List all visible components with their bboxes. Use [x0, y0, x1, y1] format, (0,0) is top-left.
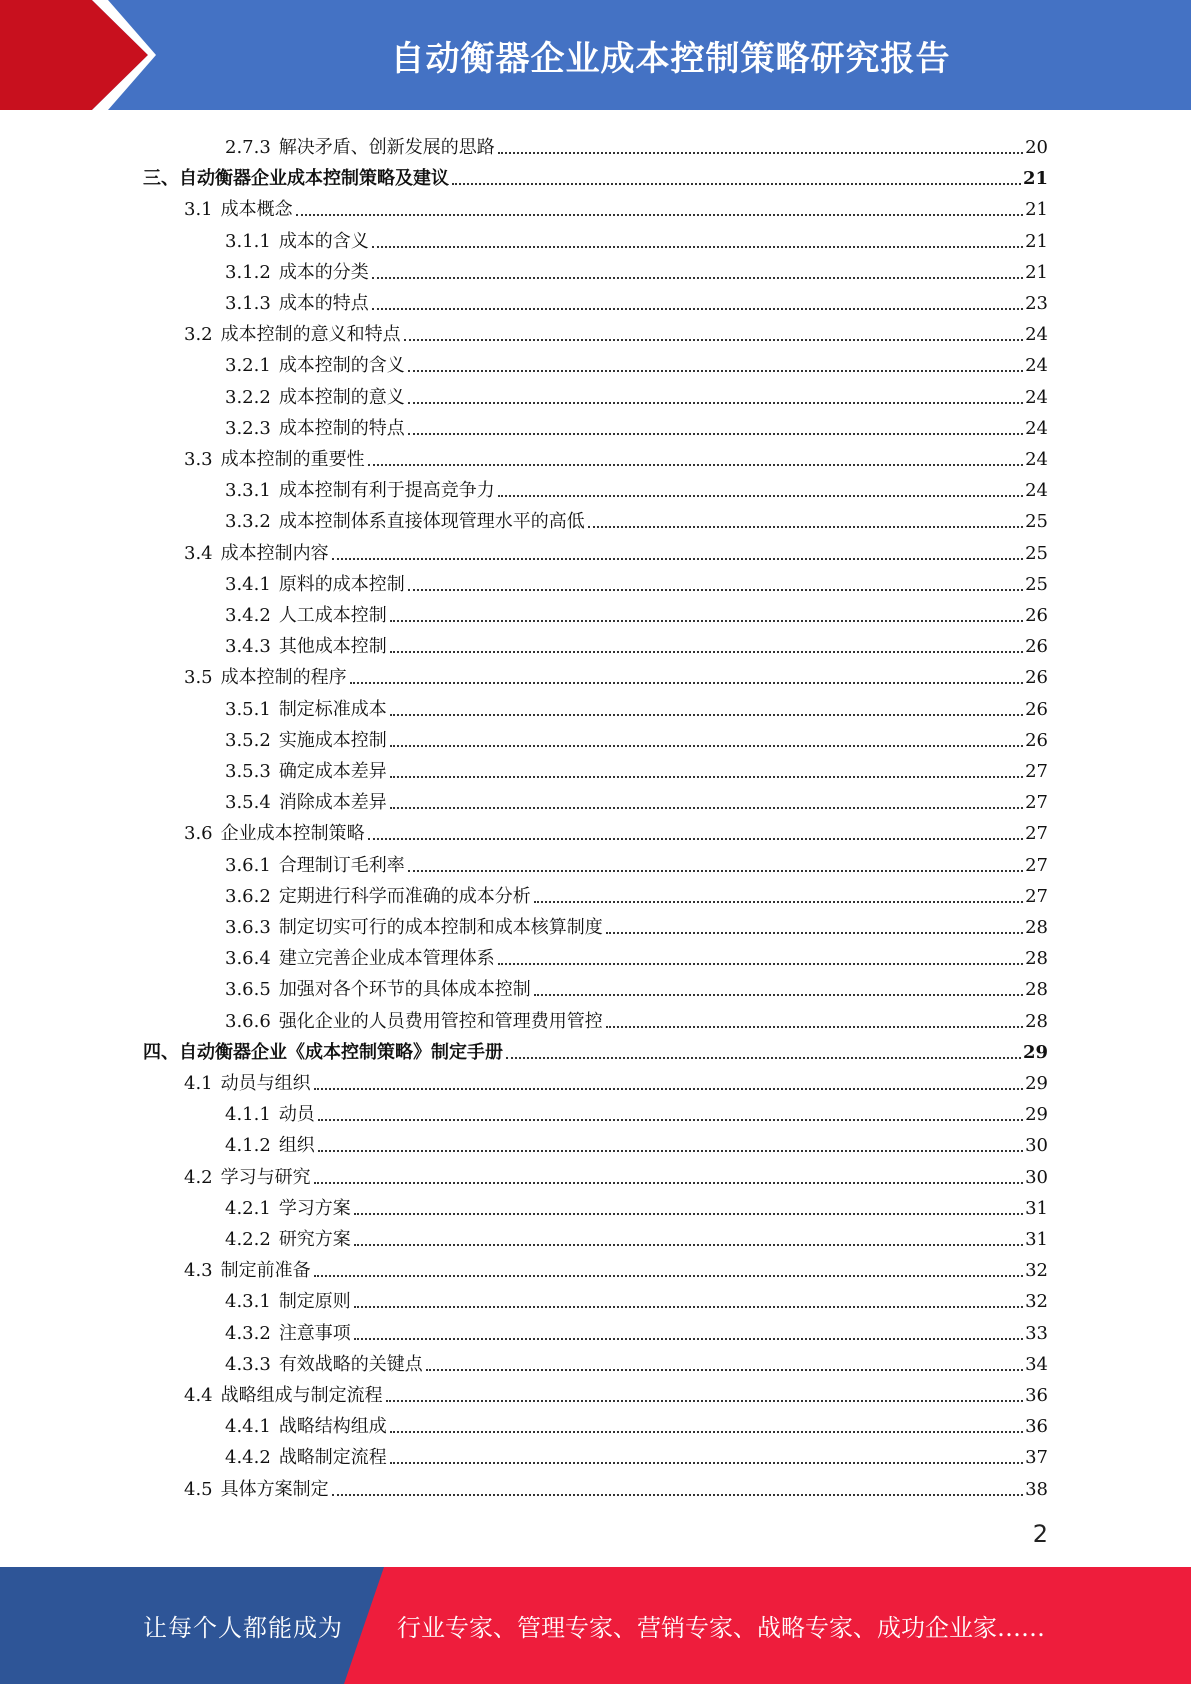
- toc-entry[interactable]: [225, 596, 1048, 627]
- toc-entry-page: 30: [1025, 1166, 1048, 1188]
- toc-entry-page: 21: [1025, 230, 1048, 252]
- toc-entry-label: [225, 137, 495, 159]
- toc-entry[interactable]: [225, 690, 1048, 721]
- toc-dot-leader: [390, 1462, 1023, 1464]
- toc-entry-label: [184, 1385, 383, 1407]
- toc-entry-label: [225, 1354, 423, 1376]
- toc-entry-number: 四、: [143, 1041, 179, 1063]
- toc-entry[interactable]: [225, 253, 1048, 284]
- toc-entry-label: [184, 1260, 311, 1282]
- toc-entry-page: 24: [1025, 417, 1048, 439]
- toc-entry-title: 制定切实可行的成本控制和成本核算制度: [278, 917, 603, 938]
- toc-entry-page: 33: [1025, 1322, 1048, 1344]
- page-header: [0, 0, 1191, 110]
- toc-entry-page: 26: [1025, 698, 1048, 720]
- toc-entry[interactable]: [225, 877, 1048, 908]
- toc-entry[interactable]: [184, 190, 1048, 221]
- toc-entry-label: [184, 1073, 311, 1095]
- toc-dot-leader: [534, 994, 1023, 996]
- toc-entry[interactable]: [225, 502, 1048, 533]
- toc-entry-number: 4.3.2: [225, 1322, 271, 1344]
- toc-entry-label: [225, 1011, 603, 1033]
- toc-entry-number: 3.2.1: [225, 355, 271, 377]
- toc-entry-label: [225, 1323, 351, 1345]
- toc-entry-title: 成本控制的意义: [278, 386, 405, 408]
- toc-dot-leader: [408, 433, 1023, 435]
- toc-entry[interactable]: [225, 1407, 1048, 1438]
- toc-entry[interactable]: [225, 627, 1048, 658]
- toc-entry-label: [184, 667, 347, 689]
- toc-entry-title: 战略组成与制定流程: [220, 1385, 383, 1406]
- toc-entry-label: [184, 1167, 311, 1189]
- toc-dot-leader: [390, 776, 1023, 778]
- toc-entry-page: 21: [1025, 199, 1048, 221]
- toc-entry-number: 4.4: [184, 1385, 213, 1406]
- toc-entry-page: 25: [1025, 511, 1048, 533]
- toc-entry[interactable]: [184, 814, 1048, 845]
- toc-entry-page: 24: [1025, 449, 1048, 470]
- toc-entry-page: 28: [1025, 979, 1048, 1001]
- toc-dot-leader: [390, 620, 1023, 622]
- toc-entry-page: 36: [1025, 1416, 1048, 1438]
- toc-entry-page: 21: [1025, 261, 1048, 283]
- toc-entry-page: 28: [1025, 948, 1048, 970]
- toc-entry-page: 26: [1025, 636, 1048, 658]
- toc-entry-label: [225, 1447, 387, 1469]
- toc-entry-page: 24: [1025, 324, 1048, 346]
- toc-entry-title: 强化企业的人员费用管控和管理费用管控: [278, 1010, 603, 1032]
- toc-entry-title: 成本控制体系直接体现管理水平的高低: [278, 511, 585, 533]
- toc-entry[interactable]: [225, 1438, 1048, 1469]
- toc-entry-number: 4.1: [184, 1073, 213, 1094]
- toc-dot-leader: [354, 1306, 1023, 1308]
- toc-entry[interactable]: [184, 440, 1048, 471]
- toc-entry-number: 4.3.1: [225, 1291, 271, 1313]
- toc-entry-title: 战略制定流程: [278, 1447, 387, 1469]
- toc-dot-leader: [390, 1431, 1023, 1433]
- toc-entry-page: 38: [1025, 1478, 1048, 1500]
- toc-entry[interactable]: [143, 159, 1048, 190]
- toc-entry-page: 29: [1025, 1104, 1048, 1126]
- toc-dot-leader: [314, 1182, 1023, 1184]
- toc-dot-leader: [534, 901, 1023, 903]
- toc-entry-title: 消除成本差异: [278, 792, 387, 814]
- toc-entry-label: [225, 979, 531, 1001]
- toc-entry-title: 合理制订毛利率: [278, 854, 405, 876]
- toc-entry-page: 25: [1025, 542, 1048, 564]
- toc-entry[interactable]: [225, 284, 1048, 315]
- toc-entry[interactable]: [225, 846, 1048, 877]
- toc-dot-leader: [390, 714, 1023, 716]
- toc-entry-page: 26: [1025, 729, 1048, 751]
- toc-entry-label: [225, 917, 603, 939]
- toc-entry-number: 3.4: [184, 542, 213, 564]
- toc-entry-page: 24: [1025, 480, 1048, 502]
- toc-entry-title: 原料的成本控制: [278, 573, 405, 595]
- toc-entry[interactable]: [225, 1126, 1048, 1157]
- toc-entry-number: 3.5.1: [225, 698, 271, 720]
- toc-dot-leader: [588, 526, 1023, 528]
- toc-entry-title: 自动衡器企业成本控制策略及建议: [179, 168, 449, 190]
- toc-entry-number: 3.5.4: [225, 792, 271, 814]
- toc-entry-number: 4.2: [184, 1166, 213, 1188]
- toc-entry-title: 战略结构组成: [278, 1416, 387, 1438]
- toc-entry-label: [225, 792, 387, 814]
- toc-entry-page: 32: [1025, 1291, 1048, 1313]
- toc-entry-label: [225, 231, 369, 253]
- toc-entry[interactable]: [184, 315, 1048, 346]
- toc-entry-label: [225, 293, 369, 315]
- toc-entry-number: 3.6: [184, 823, 213, 845]
- toc-entry-number: 3.6.1: [225, 854, 271, 876]
- toc-dot-leader: [408, 589, 1023, 591]
- toc-entry-label: [225, 1291, 351, 1313]
- toc-entry-label: [225, 387, 405, 409]
- toc-entry[interactable]: [184, 1158, 1048, 1189]
- toc-entry-page: 26: [1025, 667, 1048, 689]
- toc-dot-leader: [318, 1150, 1023, 1152]
- toc-entry-page: 24: [1025, 386, 1048, 408]
- toc-entry-label: [184, 543, 329, 565]
- toc-entry-title: 成本控制的特点: [278, 417, 405, 439]
- toc-entry-number: 4.3.3: [225, 1353, 271, 1375]
- toc-entry-title: 定期进行科学而准确的成本分析: [278, 885, 531, 907]
- toc-dot-leader: [408, 402, 1023, 404]
- toc-dot-leader: [318, 1119, 1023, 1121]
- toc-entry-label: [225, 574, 405, 596]
- toc-entry-label: [184, 449, 365, 471]
- toc-dot-leader: [408, 870, 1023, 872]
- toc-entry-label: [225, 1104, 315, 1126]
- toc-entry-page: 24: [1025, 355, 1048, 377]
- toc-entry[interactable]: [225, 471, 1048, 502]
- toc-entry-title: 解决矛盾、创新发展的思路: [278, 137, 495, 158]
- toc-entry-title: 具体方案制定: [220, 1478, 329, 1500]
- toc-entry-label: [225, 262, 369, 284]
- toc-dot-leader: [498, 495, 1023, 497]
- toc-entry-page: 28: [1025, 917, 1048, 938]
- toc-entry-title: 组织: [278, 1135, 315, 1157]
- toc-entry-number: 3.2.2: [225, 386, 271, 408]
- toc-entry-label: [225, 730, 387, 752]
- toc-entry-title: 成本的含义: [278, 230, 369, 252]
- toc-entry-label: [143, 1042, 503, 1064]
- toc-entry[interactable]: [225, 1189, 1048, 1220]
- toc-dot-leader: [498, 963, 1023, 965]
- toc-entry-label: [225, 886, 531, 908]
- toc-entry-number: 3.1: [184, 199, 213, 221]
- toc-entry-title: 研究方案: [278, 1229, 351, 1250]
- toc-entry[interactable]: [225, 783, 1048, 814]
- toc-entry-title: 实施成本控制: [278, 729, 387, 751]
- toc-entry-label: [225, 480, 495, 502]
- toc-entry[interactable]: [225, 346, 1048, 377]
- toc-dot-leader: [354, 1213, 1023, 1215]
- toc-dot-leader: [386, 1400, 1023, 1402]
- toc-entry-title: 确定成本差异: [278, 761, 387, 782]
- toc-entry-title: 成本概念: [220, 199, 293, 221]
- toc-entry-page: 32: [1025, 1260, 1048, 1282]
- toc-entry-label: [184, 1479, 329, 1501]
- toc-dot-leader: [314, 1275, 1023, 1277]
- toc-entry-number: 3.1.1: [225, 230, 271, 252]
- toc-dot-leader: [372, 277, 1023, 279]
- toc-entry-title: 自动衡器企业《成本控制策略》制定手册: [179, 1041, 503, 1063]
- toc-entry-label: [225, 355, 405, 377]
- toc-entry-number: 4.1.2: [225, 1135, 271, 1157]
- toc-entry-page: 27: [1025, 854, 1048, 876]
- toc-entry-title: 成本控制的意义和特点: [220, 324, 401, 346]
- toc-entry-number: 3.3.2: [225, 511, 271, 533]
- toc-entry-label: [225, 1198, 351, 1220]
- toc-entry[interactable]: [225, 1002, 1048, 1033]
- toc-entry[interactable]: [225, 970, 1048, 1001]
- toc-entry-page: 28: [1025, 1010, 1048, 1032]
- toc-entry[interactable]: [184, 1251, 1048, 1282]
- toc-entry-title: 建立完善企业成本管理体系: [278, 948, 495, 970]
- toc-entry-page: 31: [1025, 1229, 1048, 1250]
- toc-entry[interactable]: [225, 565, 1048, 596]
- toc-entry-page: 25: [1025, 573, 1048, 595]
- toc-entry-page: 27: [1025, 761, 1048, 782]
- toc-entry[interactable]: [143, 1033, 1048, 1064]
- toc-dot-leader: [390, 807, 1023, 809]
- toc-dot-leader: [390, 651, 1023, 653]
- toc-entry-page: 26: [1025, 605, 1048, 626]
- toc-entry-label: [225, 948, 495, 970]
- toc-entry-page: 23: [1025, 293, 1048, 314]
- header-title: 自动衡器企业成本控制策略研究报告: [390, 38, 951, 79]
- toc-entry[interactable]: [225, 1314, 1048, 1345]
- toc-dot-leader: [452, 183, 1021, 185]
- toc-entry-number: 3.3.1: [225, 480, 271, 502]
- toc-dot-leader: [390, 745, 1023, 747]
- toc-entry[interactable]: [225, 222, 1048, 253]
- toc-entry[interactable]: [225, 721, 1048, 752]
- toc-entry-label: [225, 1135, 315, 1157]
- toc-entry-label: [225, 511, 585, 533]
- page-number: 2: [1032, 1520, 1048, 1548]
- toc-entry-title: 制定标准成本: [278, 698, 387, 720]
- toc-entry-number: 3.1.2: [225, 261, 271, 283]
- toc-entry-page: 30: [1025, 1135, 1048, 1157]
- toc-entry[interactable]: [225, 378, 1048, 409]
- toc-entry-page: 29: [1022, 1041, 1048, 1063]
- toc-entry-number: 3.2.3: [225, 417, 271, 439]
- toc-entry[interactable]: [184, 1064, 1048, 1095]
- footer-slogan-left: 让每个人都能成为: [143, 1614, 343, 1642]
- toc-entry[interactable]: [184, 534, 1048, 565]
- toc-entry-label: [184, 823, 365, 845]
- toc-entry-page: 21: [1022, 168, 1048, 190]
- toc-entry-number: 4.2.2: [225, 1229, 271, 1250]
- toc-entry-number: 4.3: [184, 1260, 213, 1282]
- toc-entry-number: 3.3: [184, 449, 213, 470]
- toc-dot-leader: [314, 1088, 1023, 1090]
- toc-entry-label: [143, 168, 449, 190]
- toc-entry-number: 三、: [143, 168, 179, 190]
- toc-entry-title: 制定前准备: [220, 1260, 311, 1282]
- toc-dot-leader: [368, 464, 1023, 466]
- toc-entry-label: [225, 1229, 351, 1251]
- toc-dot-leader: [506, 1057, 1021, 1059]
- toc-entry[interactable]: [225, 908, 1048, 939]
- toc-entry-number: 3.6.3: [225, 917, 271, 938]
- toc-entry-number: 3.5: [184, 667, 213, 689]
- toc-entry-title: 学习与研究: [220, 1166, 311, 1188]
- page-footer: [0, 1567, 1191, 1684]
- toc-dot-leader: [372, 308, 1023, 310]
- toc-entry-label: [225, 605, 387, 627]
- toc-entry[interactable]: [225, 1220, 1048, 1251]
- toc-entry-page: 29: [1025, 1073, 1048, 1094]
- toc-entry-label: [225, 761, 387, 783]
- toc-entry-title: 成本的特点: [278, 293, 369, 314]
- toc-entry-number: 4.5: [184, 1478, 213, 1500]
- toc-entry-page: 31: [1025, 1197, 1048, 1219]
- toc-dot-leader: [350, 682, 1023, 684]
- toc-entry[interactable]: [225, 1095, 1048, 1126]
- toc-entry-label: [225, 855, 405, 877]
- toc-entry[interactable]: [225, 409, 1048, 440]
- toc-entry-number: 3.4.1: [225, 573, 271, 595]
- toc-entry-title: 其他成本控制: [278, 636, 387, 658]
- toc-entry-page: 27: [1025, 823, 1048, 845]
- toc-entry-title: 动员: [278, 1104, 315, 1126]
- toc-entry-page: 34: [1025, 1353, 1048, 1375]
- toc-dot-leader: [404, 339, 1023, 341]
- toc-entry-title: 学习方案: [278, 1197, 351, 1219]
- toc-entry-title: 企业成本控制策略: [220, 823, 365, 845]
- toc-dot-leader: [354, 1244, 1023, 1246]
- toc-entry-number: 3.2: [184, 324, 213, 346]
- toc-entry-label: [225, 699, 387, 721]
- toc-entry[interactable]: [225, 128, 1048, 159]
- toc-entry-number: 4.4.1: [225, 1416, 271, 1438]
- toc-entry-title: 成本的分类: [278, 261, 369, 283]
- toc-entry-label: [184, 199, 293, 221]
- toc-entry-label: [225, 418, 405, 440]
- toc-dot-leader: [332, 558, 1023, 560]
- toc-entry-title: 注意事项: [278, 1322, 351, 1344]
- toc-entry[interactable]: [184, 658, 1048, 689]
- toc-entry-label: [184, 324, 401, 346]
- toc-entry-number: 3.6.5: [225, 979, 271, 1001]
- toc-entry-number: 3.1.3: [225, 293, 271, 314]
- toc-entry-number: 3.4.3: [225, 636, 271, 658]
- toc-entry-page: 27: [1025, 792, 1048, 814]
- toc-dot-leader: [408, 370, 1023, 372]
- toc-dot-leader: [368, 838, 1023, 840]
- toc-entry-number: 3.6.4: [225, 948, 271, 970]
- toc-dot-leader: [372, 246, 1023, 248]
- toc-entry-title: 制定原则: [278, 1291, 351, 1313]
- footer-slogan-right: 行业专家、管理专家、营销专家、战略专家、成功企业家……: [397, 1614, 1045, 1642]
- toc-entry[interactable]: [225, 1345, 1048, 1376]
- toc-entry-label: [225, 1416, 387, 1438]
- toc-entry-title: 动员与组织: [220, 1073, 311, 1094]
- toc-entry-number: 4.1.1: [225, 1104, 271, 1126]
- toc-entry-title: 成本控制的程序: [220, 667, 347, 689]
- toc-entry-number: 3.5.3: [225, 761, 271, 782]
- toc-entry[interactable]: [184, 1470, 1048, 1501]
- toc-entry[interactable]: [225, 1282, 1048, 1313]
- toc-entry-label: [225, 636, 387, 658]
- toc-dot-leader: [354, 1338, 1023, 1340]
- toc-dot-leader: [332, 1494, 1023, 1496]
- toc-entry-title: 有效战略的关键点: [278, 1353, 423, 1375]
- toc-entry-title: 人工成本控制: [278, 605, 387, 626]
- toc-entry-number: 3.4.2: [225, 605, 271, 626]
- toc-dot-leader: [606, 1026, 1023, 1028]
- toc-entry-page: 36: [1025, 1385, 1048, 1406]
- toc-entry-page: 20: [1025, 137, 1048, 158]
- toc-entry-page: 37: [1025, 1447, 1048, 1469]
- toc-entry-number: 3.6.6: [225, 1010, 271, 1032]
- toc-dot-leader: [296, 214, 1023, 216]
- toc-entry-title: 加强对各个环节的具体成本控制: [278, 979, 531, 1001]
- toc-entry-title: 成本控制的重要性: [220, 449, 365, 470]
- toc-dot-leader: [498, 152, 1023, 154]
- toc-entry-number: 4.2.1: [225, 1197, 271, 1219]
- toc-entry-title: 成本控制有利于提高竞争力: [278, 480, 495, 502]
- toc-entry[interactable]: [225, 939, 1048, 970]
- toc-entry-number: 2.7.3: [225, 137, 271, 158]
- toc-dot-leader: [426, 1369, 1023, 1371]
- toc-entry-number: 4.4.2: [225, 1447, 271, 1469]
- toc-entry-title: 成本控制内容: [220, 542, 329, 564]
- toc-entry[interactable]: [225, 752, 1048, 783]
- toc-entry[interactable]: [184, 1376, 1048, 1407]
- toc-entry-page: 27: [1025, 885, 1048, 907]
- toc-entry-title: 成本控制的含义: [278, 355, 405, 377]
- toc-dot-leader: [606, 932, 1023, 934]
- toc-entry-number: 3.5.2: [225, 729, 271, 751]
- toc-entry-number: 3.6.2: [225, 885, 271, 907]
